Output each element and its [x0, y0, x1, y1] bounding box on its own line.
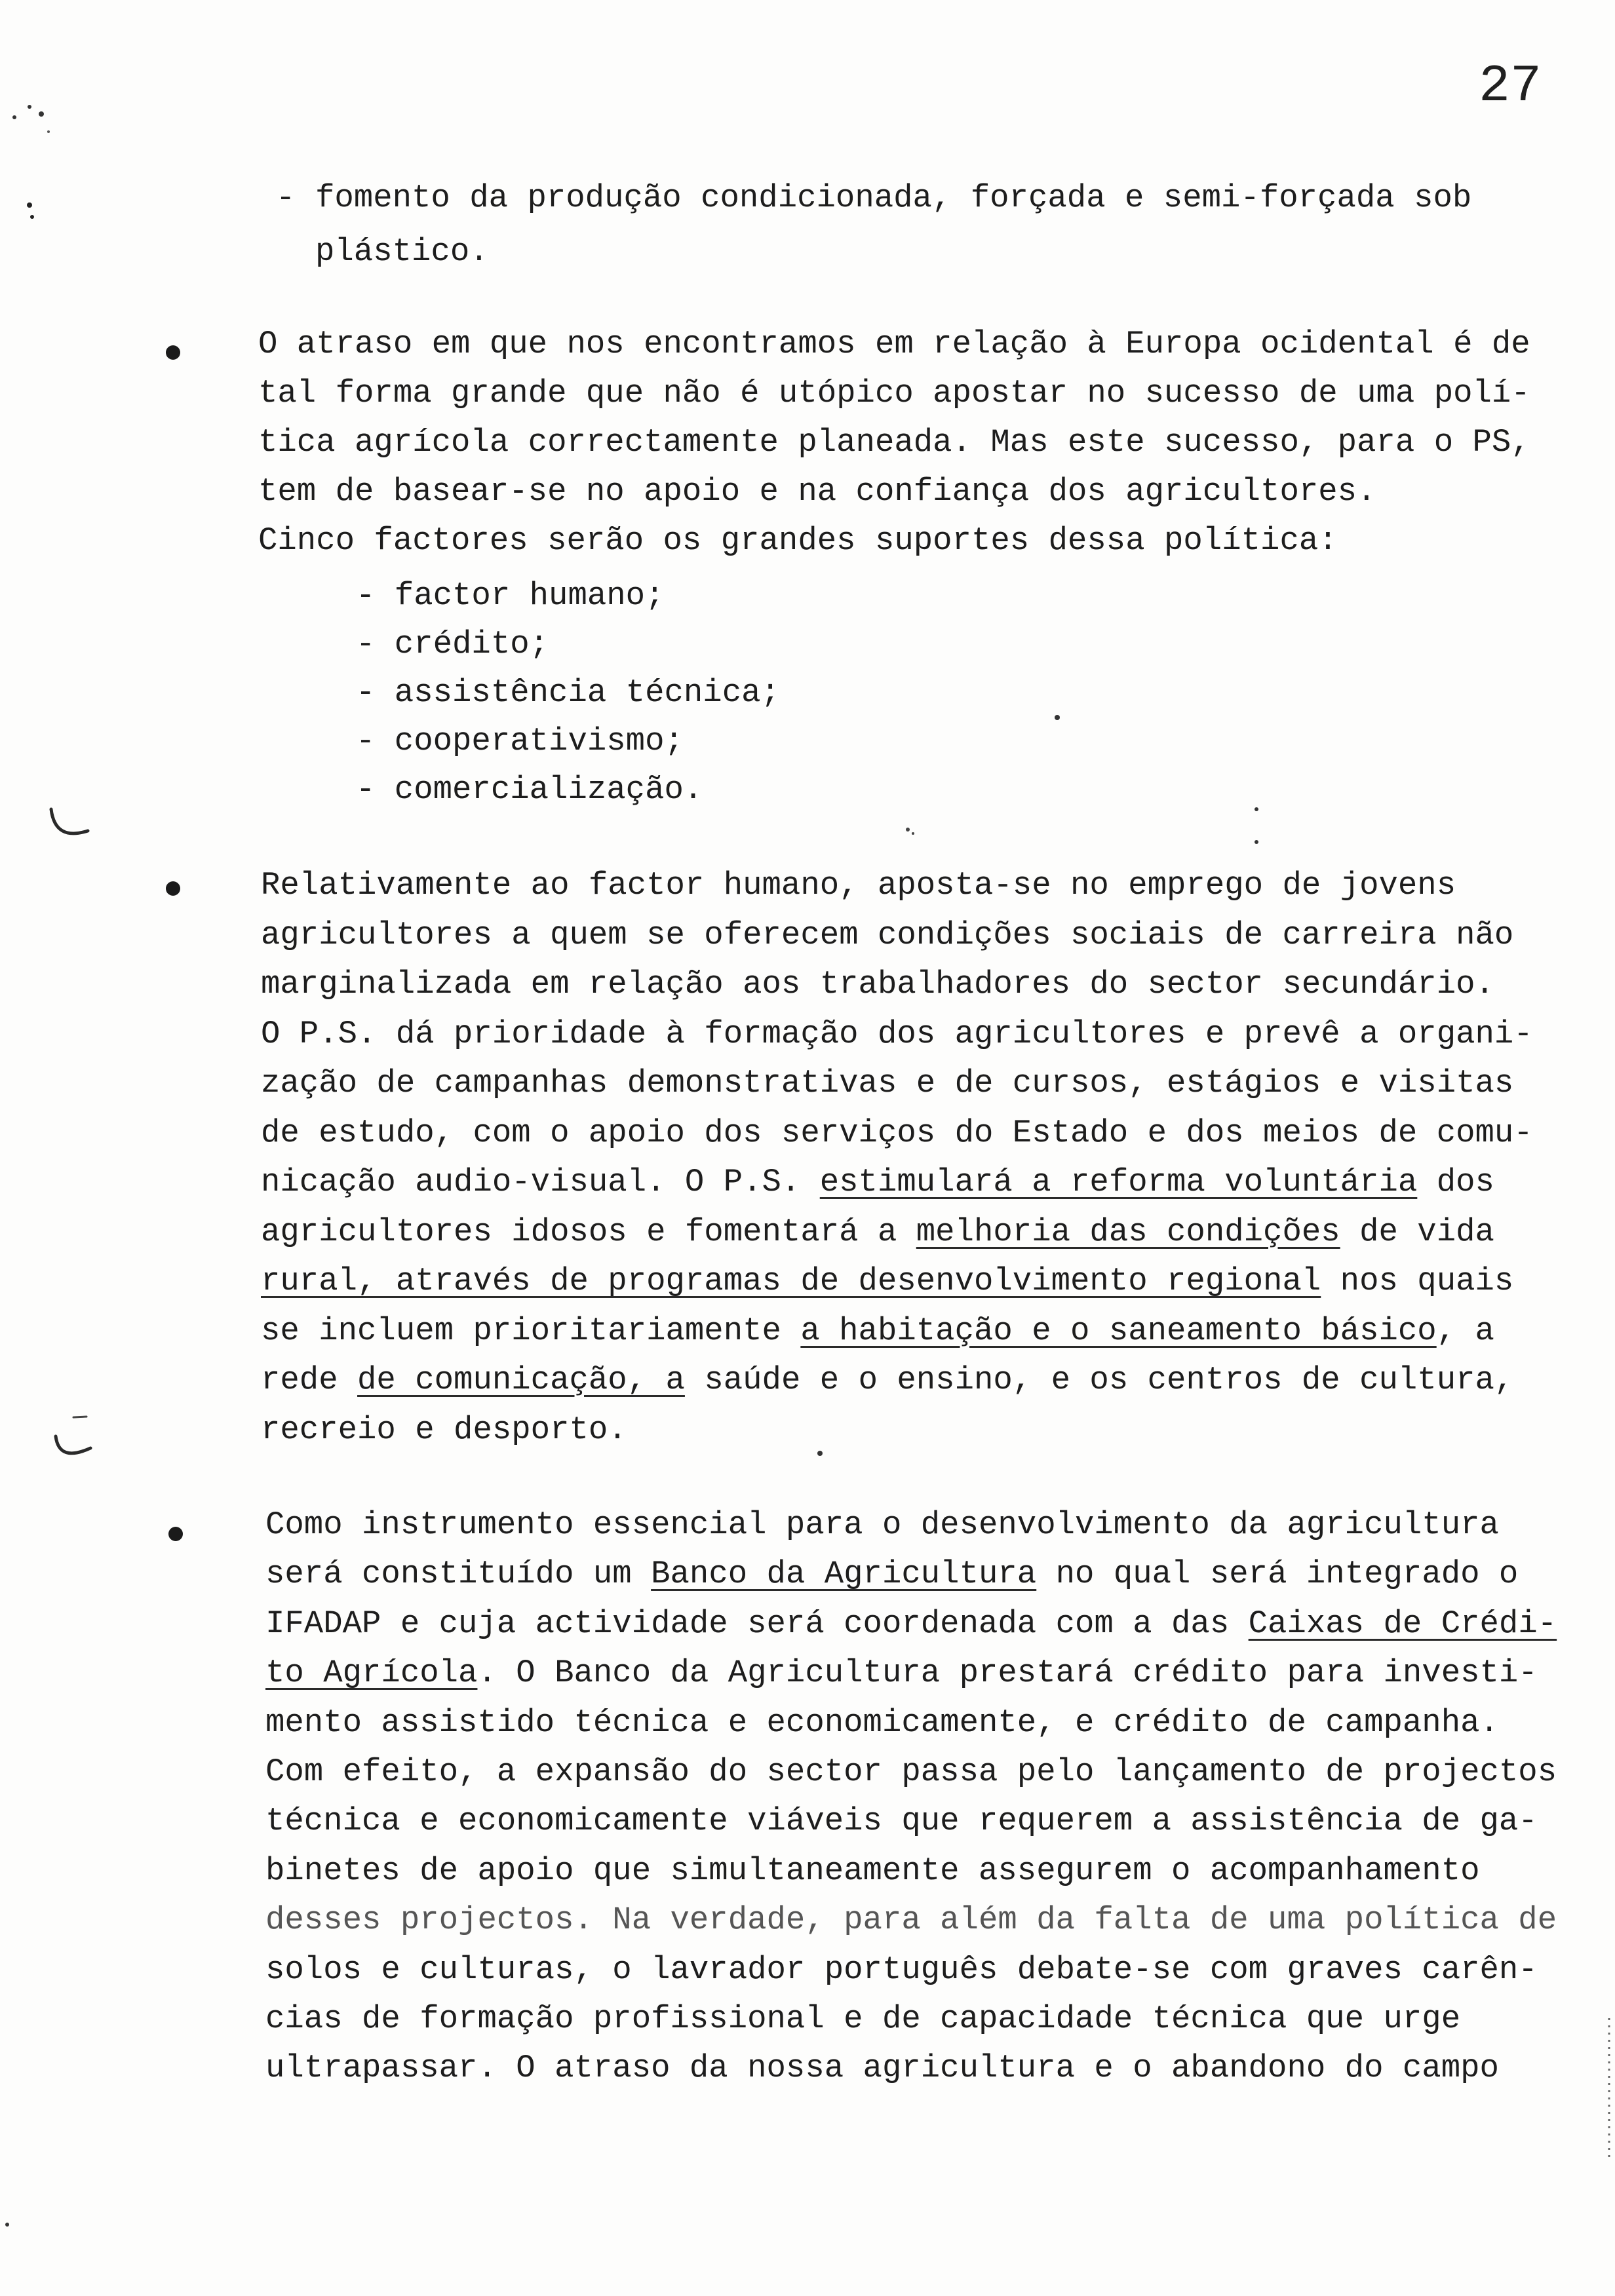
text-segment: . O Banco da Agricultura prestará crédito para investi- [477, 1655, 1538, 1692]
underlined-phrase: Banco da Agricultura [651, 1556, 1037, 1593]
text-line [265, 1599, 1557, 1649]
text-line: zação de campanhas demonstrativas e de cursos, estágios e visitas [261, 1065, 1514, 1101]
text-line: Com efeito, a expansão do sector passa pelo lançamento de projectos [265, 1753, 1557, 1791]
scan-speck [912, 832, 914, 835]
page-number: 27 [1479, 57, 1542, 117]
text-line: recreio e desporto. [261, 1411, 627, 1448]
text-segment: se incluem prioritariamente [261, 1312, 801, 1349]
text-line: marginalizada em relação aos trabalhadores do sector secundário. [261, 966, 1494, 1003]
scan-speck [12, 115, 16, 119]
factors-list [356, 571, 780, 814]
text-line: tal forma grande que não é utópico apostar no sucesso de uma polí- [258, 375, 1530, 411]
text-line: técnica e economicamente viáveis que requerem a assistência de ga- [265, 1803, 1538, 1840]
scan-speck [906, 828, 910, 832]
bullet-point [166, 345, 180, 360]
text-segment: nicação audio-visual. O P.S. [261, 1164, 820, 1200]
text-segment: nos quais [1321, 1263, 1514, 1299]
text-line [261, 1307, 1533, 1356]
text-segment: no qual será integrado o [1036, 1556, 1519, 1593]
underlined-phrase: to Agrícola [265, 1655, 478, 1692]
text-line: O atraso em que nos encontramos em relação à Europa ocidental é de [258, 326, 1530, 362]
underlined-phrase: estimulará a reforma voluntária [819, 1164, 1418, 1200]
scan-speck [1255, 807, 1258, 811]
text-line [265, 1649, 1557, 1698]
text-line: plástico. [315, 233, 489, 270]
paragraph-3 [265, 1501, 1557, 2094]
text-line: ultrapassar. O atraso da nossa agricultura e o abandono do campo [265, 2050, 1499, 2087]
text-line [261, 1356, 1533, 1406]
dash-marker: - [276, 180, 296, 216]
list-item: - comercialização. [356, 771, 703, 808]
margin-pen-mark [51, 809, 88, 833]
text-line: de estudo, com o apoio dos serviços do Estado e dos meios de comu- [261, 1114, 1533, 1151]
bullet-point [166, 881, 180, 896]
list-item: - assistência técnica; [356, 674, 780, 711]
text-segment: será constituído um [265, 1556, 652, 1593]
text-line: solos e culturas, o lavrador português debate-se com graves carên- [265, 1951, 1538, 1988]
scan-speck [47, 130, 50, 133]
list-item: - factor humano; [356, 577, 665, 614]
text-line: tem de basear-se no apoio e na confiança dos agricultores. [258, 473, 1376, 510]
list-item: - crédito; [356, 626, 549, 662]
scan-speck [1055, 715, 1060, 720]
text-line: binetes de apoio que simultaneamente assegurem o acompanhamento [265, 1852, 1480, 1889]
margin-pen-mark [56, 1436, 90, 1453]
text-segment: saúde e o ensino, e os centros de cultura, [684, 1362, 1514, 1398]
text-line [265, 1550, 1557, 1599]
text-line: agricultores a quem se oferecem condições sociais de carreira não [261, 916, 1514, 953]
underlined-phrase: a habitação e o saneamento básico [800, 1312, 1437, 1349]
paragraph-2 [261, 861, 1533, 1455]
text-line [261, 1208, 1533, 1257]
scan-speck [39, 111, 44, 117]
text-segment: dos [1417, 1164, 1494, 1200]
list-item: - cooperativismo; [356, 723, 684, 759]
underlined-phrase: Caixas de Crédi- [1248, 1605, 1557, 1642]
text-line: desses projectos. Na verdade, para além da falta de uma política de [265, 1902, 1557, 1939]
scan-speck [1255, 840, 1258, 844]
scan-speck [27, 202, 32, 208]
text-line: Cinco factores serão os grandes suportes dessa política: [258, 522, 1338, 559]
text-segment: agricultores idosos e fomentará a [261, 1213, 916, 1250]
scan-speck [30, 215, 34, 219]
underlined-phrase: melhoria das condições [916, 1213, 1340, 1250]
underlined-phrase: de comunicação, a [357, 1362, 685, 1398]
text-line: tica agrícola correctamente planeada. Mas este sucesso, para o PS, [258, 424, 1530, 461]
text-line [261, 1158, 1533, 1208]
text-line: mento assistido técnica e economicamente, e crédito de campanha. [265, 1704, 1499, 1741]
text-line: fomento da produção condicionada, forçada e semi-forçada sob [315, 180, 1472, 216]
paragraph-1 [258, 320, 1530, 565]
text-line: Relativamente ao factor humano, aposta-se no emprego de jovens [261, 867, 1456, 904]
text-line: Como instrumento essencial para o desenvolvimento da agricultura [265, 1506, 1499, 1543]
text-segment: rede [261, 1362, 358, 1398]
bullet-point [168, 1527, 183, 1541]
text-line [261, 1257, 1533, 1307]
text-line: O P.S. dá prioridade à formação dos agricultores e prevê a organi- [261, 1015, 1533, 1052]
underlined-phrase: rural, através de programas de desenvolvimento regional [261, 1263, 1321, 1299]
text-segment: de vida [1340, 1213, 1494, 1250]
scan-speck [5, 2223, 9, 2227]
scan-speck [28, 105, 31, 109]
intro-list-item [315, 171, 1471, 278]
text-line: cias de formação profissional e de capacidade técnica que urge [265, 2000, 1461, 2038]
list-marker [276, 171, 295, 225]
text-segment: , a [1436, 1312, 1494, 1349]
text-segment: IFADAP e cuja actividade será coordenada com a das [265, 1605, 1249, 1642]
